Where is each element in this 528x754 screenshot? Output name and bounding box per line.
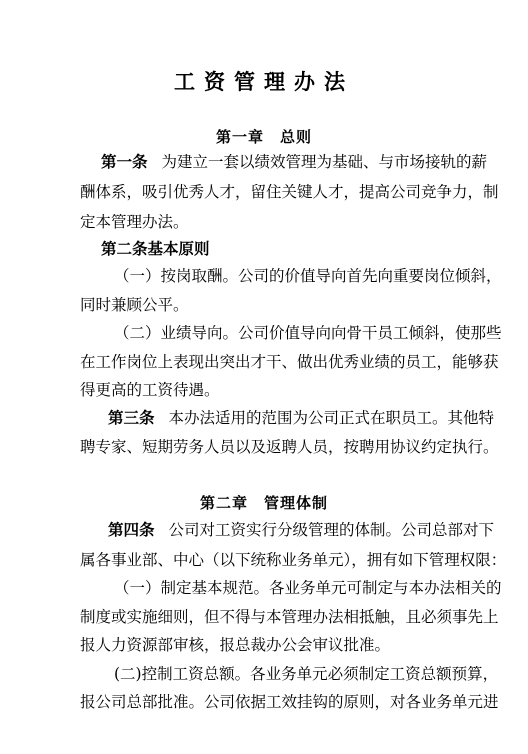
- article-3-label: 第三条: [108, 409, 155, 427]
- article-4-para-2-line-1: (二)控制工资总额。各业务单元必须制定工资总额预算，: [114, 665, 499, 683]
- chapter-1-heading: [0, 126, 528, 147]
- article-3-line-2: 聘专家、短期劳务人员以及返聘人员，按聘用协议约定执行。: [80, 438, 499, 456]
- chapter-1-name: 总则: [280, 128, 313, 146]
- article-2-para-2-line-3: 得更高的工资待遇。: [80, 381, 220, 399]
- article-4-label: 第四条: [108, 521, 155, 539]
- article-4-para-1-line-3: 报人力资源部审核，报总裁办公会审议批准。: [80, 636, 391, 654]
- article-2-para-2-line-1: （二）业绩导向。公司价值导向向骨干员工倾斜，使那些: [114, 324, 502, 342]
- article-2-para-2-line-2: 在工作岗位上表现出突出才干、做出优秀业绩的员工，能够获: [80, 353, 499, 371]
- article-2-para-1-line-1: （一）按岗取酬。公司的价值导向首先向重要岗位倾斜，: [114, 267, 502, 285]
- document-title: 工资管理办法: [174, 70, 354, 94]
- article-4-para-1-line-2: 制度或实施细则，但不得与本管理办法相抵触，且必须事先上: [80, 608, 499, 626]
- article-4-line-1: 第四条 公司对工资实行分级管理的体制。公司总部对下: [108, 521, 495, 539]
- article-1-line-3: 定本管理办法。: [80, 213, 189, 231]
- chapter-2-number: 第二章: [199, 494, 248, 512]
- chapter-2-name: 管理体制: [264, 494, 329, 512]
- article-3-line-1: 第三条 本办法适用的范围为公司正式在职员工。其他特: [108, 409, 495, 427]
- article-2-heading: 第二条基本原则: [101, 240, 210, 258]
- article-1-label: 第一条: [101, 153, 148, 171]
- article-1-line-2: 酬体系，吸引优秀人才，留住关键人才，提高公司竞争力，制: [80, 183, 499, 201]
- chapter-2-heading: [0, 492, 528, 513]
- article-4-para-1-line-1: （一）制定基本规范。各业务单元可制定与本办法相关的: [114, 579, 502, 597]
- chapter-1-number: 第一章: [215, 128, 264, 146]
- article-4-para-2-line-2: 报公司总部批准。公司依据工效挂钩的原则，对各业务单元进: [80, 693, 499, 711]
- article-1-line-1: 第一条 为建立一套以绩效管理为基础、与市场接轨的薪: [101, 153, 488, 171]
- article-4-line-2: 属各事业部、中心（以下统称业务单元），拥有如下管理权限：: [80, 551, 507, 569]
- article-2-para-1-line-2: 同时兼顾公平。: [80, 296, 189, 314]
